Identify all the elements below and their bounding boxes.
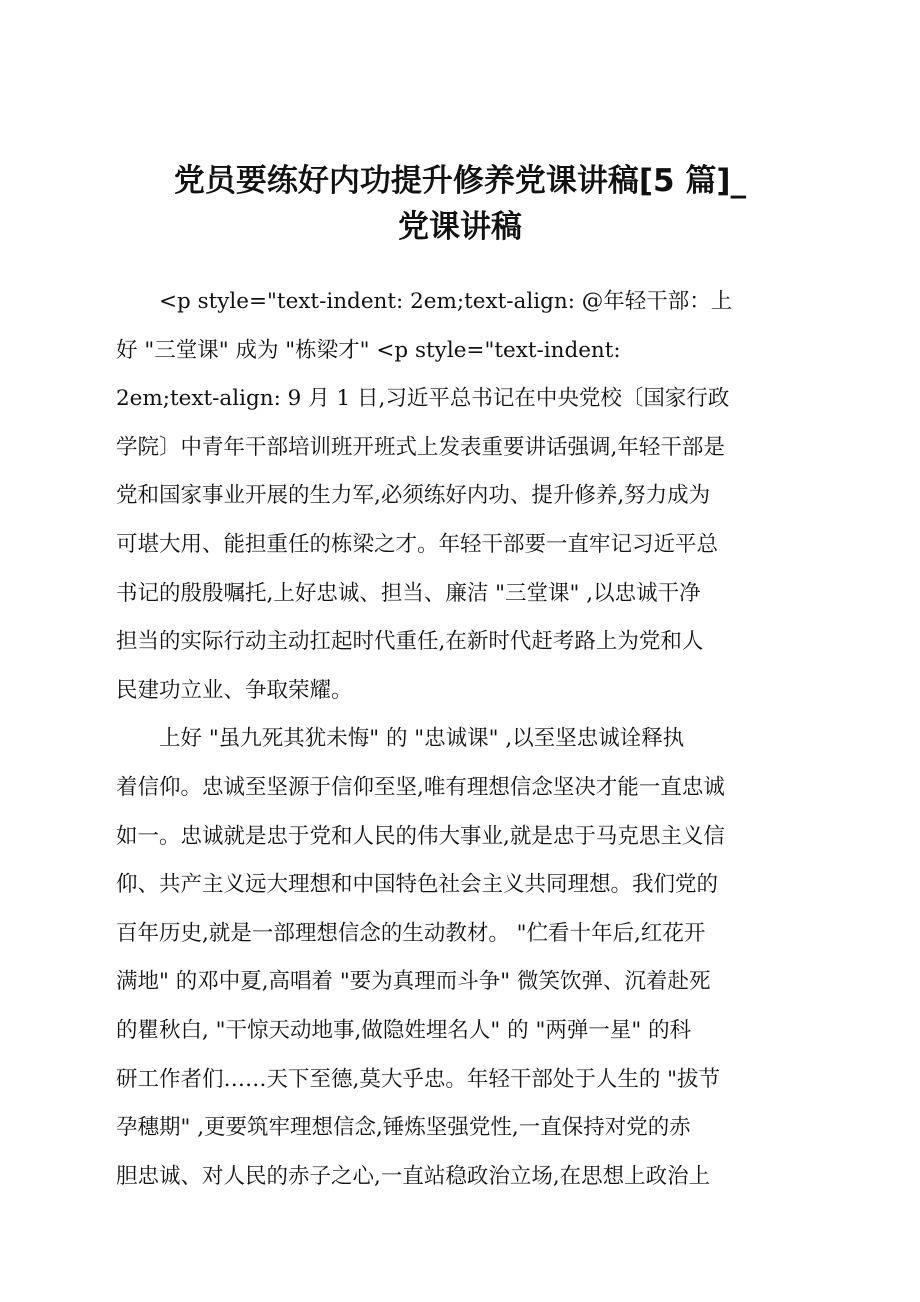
text-line: 满地" 的邓中夏,高唱着 "要为真理而斗争" 微笑饮弹、沉着赴死	[116, 969, 711, 995]
paragraph-2	[116, 715, 806, 1201]
text-line: 2em;text-align: 9 月 1 日,习近平总书记在中央党校〔国家行政	[116, 386, 730, 412]
document-title	[100, 158, 820, 250]
text-line: 党和国家事业开展的生力军,必须练好内功、提升修养,努力成为	[116, 483, 711, 509]
text-line: 着信仰。忠诚至坚源于信仰至坚,唯有理想信念坚决才能一直忠诚	[116, 774, 725, 800]
document-body	[116, 278, 806, 1201]
text-line: 百年历史,就是一部理想信念的生动教材。 "伫看十年后,红花开	[116, 920, 706, 946]
text-line: 可堪大用、能担重任的栋梁之才。年轻干部要一直牢记习近平总	[116, 531, 719, 557]
text-line: 民建功立业、争取荣耀。	[116, 677, 353, 703]
text-line: 仰、共产主义远大理想和中国特色社会主义共同理想。我们党的	[116, 872, 719, 898]
text-line: <p style="text-indent: 2em;text-align: @年轻干部：上	[116, 289, 733, 314]
text-line: 如一。忠诚就是忠于党和人民的伟大事业,就是忠于马克思主义信	[116, 823, 725, 849]
text-line: 上好 "虽九死其犹未悔" 的 "忠诚课" ,以至坚忠诚诠释执	[116, 726, 685, 752]
text-line: 的瞿秋白, "干惊天动地事,做隐姓埋名人" 的 "两弹一星" 的科	[116, 1017, 692, 1043]
document-title-line-1: 党员要练好内功提升修养党课讲稿[5 篇]_	[173, 163, 747, 199]
document-title-line-2: 党课讲稿	[398, 209, 522, 245]
text-line: 书记的殷殷嘱托,上好忠诚、担当、廉洁 "三堂课" ,以忠诚干净	[116, 580, 701, 606]
text-line: 胆忠诚、对人民的赤子之心,一直站稳政治立场,在思想上政治上	[116, 1163, 711, 1189]
text-line: 学院〕中青年干部培训班开班式上发表重要讲话强调,年轻干部是	[116, 434, 725, 460]
paragraph-1	[116, 278, 806, 715]
text-line: 孕穗期" ,更要筑牢理想信念,锤炼坚强党性,一直保持对党的赤	[116, 1115, 691, 1141]
text-line: 担当的实际行动主动扛起时代重任,在新时代赶考路上为党和人	[116, 629, 704, 655]
text-line: 研工作者们……天下至德,莫大乎忠。年轻干部处于人生的 "拔节	[116, 1066, 721, 1092]
text-line: 好 "三堂课" 成为 "栋梁才" <p style="text-indent:	[116, 337, 621, 363]
